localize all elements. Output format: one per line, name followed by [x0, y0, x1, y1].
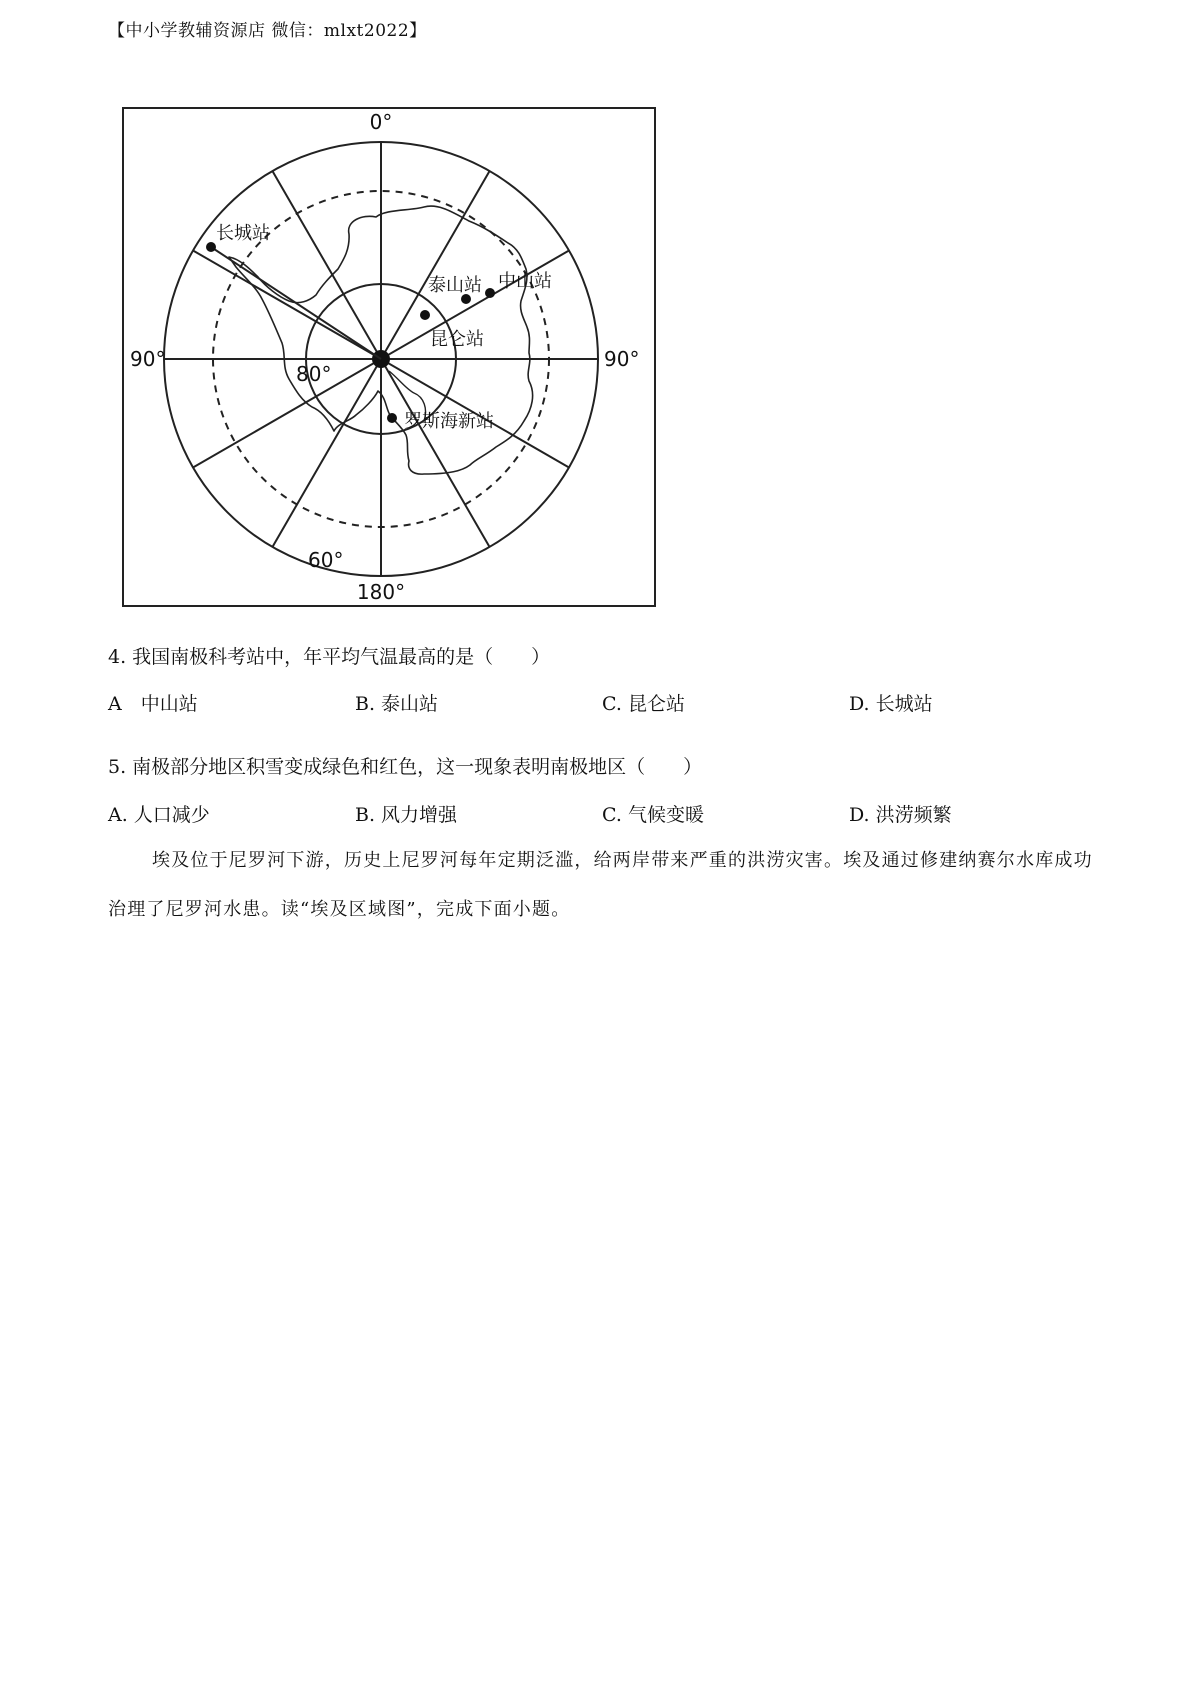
lat-label-80: 80° [296, 362, 332, 386]
q5-option-b[interactable]: B. 风力增强 [355, 804, 458, 826]
lon-label-180: 180° [356, 580, 406, 604]
q4-option-b[interactable]: B. 泰山站 [355, 693, 439, 715]
lat-label-60: 60° [308, 548, 344, 572]
page-header-watermark: 【中小学教辅资源店 微信：mlxt2022】 [108, 21, 427, 41]
question-4: 4. 我国南极科考站中，年平均气温最高的是（ ） [108, 646, 551, 668]
antarctica-map [122, 107, 656, 607]
question-4-options [108, 689, 1088, 715]
lon-label-90-west: 90° [130, 347, 166, 371]
q5-option-c[interactable]: C. 气候变暖 [602, 804, 704, 826]
luosihai-station-label: 罗斯海新站 [404, 411, 494, 432]
luosihai-station-dot [387, 413, 397, 423]
changcheng-line [211, 247, 381, 359]
egypt-passage: 埃及位于尼罗河下游，历史上尼罗河每年定期泛滥，给两岸带来严重的洪涝灾害。埃及通过修建纳赛尔水库成功治理了尼罗河水患。读“埃及区域图”，完成下面小题。 [108, 850, 1093, 920]
taishan-station-label: 泰山站 [428, 275, 482, 296]
q4-option-d[interactable]: D. 长城站 [849, 693, 933, 715]
q4-option-c[interactable]: C. 昆仑站 [602, 693, 685, 715]
zhongshan-station-label: 中山站 [498, 271, 552, 292]
q5-option-d[interactable]: D. 洪涝频繁 [849, 804, 952, 826]
question-5: 5. 南极部分地区积雪变成绿色和红色，这一现象表明南极地区（ ） [108, 756, 703, 778]
changcheng-station-dot [206, 242, 216, 252]
antarctica-map-svg [124, 109, 654, 605]
lon-label-90-east: 90° [604, 347, 640, 371]
q5-option-a[interactable]: A. 人口减少 [108, 804, 210, 826]
lon-label-0: 0° [369, 110, 393, 134]
kunlun-station-label: 昆仑站 [430, 329, 484, 350]
q4-option-a[interactable]: A 中山站 [108, 693, 198, 715]
question-5-options [108, 800, 1088, 826]
changcheng-station-label: 长城站 [216, 223, 270, 244]
zhongshan-station-dot [485, 288, 495, 298]
kunlun-station-dot [420, 310, 430, 320]
